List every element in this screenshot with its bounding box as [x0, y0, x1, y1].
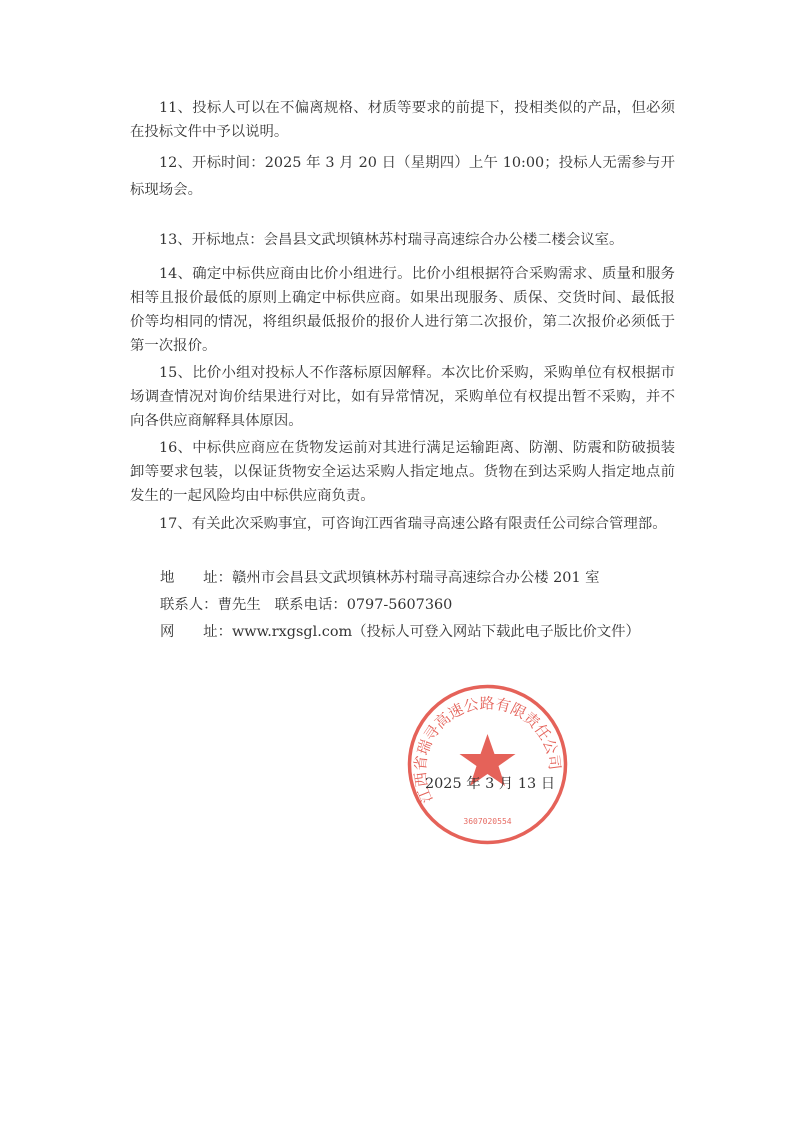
seal-code-text: 3607020554 — [463, 817, 512, 826]
contact-person-value: 曹先生 — [217, 597, 261, 613]
address-line — [160, 566, 600, 590]
website-value: www.rxgsgl.com（投标人可登入网站下载此电子版比价文件） — [231, 624, 640, 640]
address-value: 赣州市会昌县文武坝镇林苏村瑞寻高速综合办公楼 201 室 — [231, 570, 600, 586]
paragraph-17: 17、有关此次采购事宜，可咨询江西省瑞寻高速公路有限责任公司综合管理部。 — [159, 516, 667, 532]
seal-org-text: 江西省瑞寻高速公路有限责任公司 — [411, 694, 564, 806]
issue-date: 2025 年 3 月 13 日 — [425, 776, 556, 792]
contact-phone-label: 联系电话： — [274, 597, 347, 613]
company-seal-stamp — [405, 682, 570, 847]
paragraph-15: 15、比价小组对投标人不作落标原因解释。本次比价采购，采购单位有权根据市场调查情况对询价结果进行对比，如有异常情况，采购单位有权提出暂不采购，并不向各供应商解释具体原因。 — [130, 365, 675, 429]
paragraph-13: 13、开标地点：会昌县文武坝镇林苏村瑞寻高速综合办公楼二楼会议室。 — [159, 232, 624, 248]
website-label: 网 址： — [160, 624, 232, 640]
website-line — [160, 620, 640, 644]
address-label: 地 址： — [160, 570, 232, 586]
contact-person-label: 联系人： — [160, 597, 218, 613]
paragraph-11: 11、投标人可以在不偏离规格、材质等要求的前提下，投相类似的产品，但必须在投标文件中予以说明。 — [130, 100, 675, 140]
paragraph-16: 16、中标供应商应在货物发运前对其进行满足运输距离、防潮、防震和防破损装卸等要求包装，以保证货物安全运达采购人指定地点。货物在到达采购人指定地点前发生的一起风险均由中标供应商负责。 — [130, 440, 675, 504]
contact-phone-value: 0797-5607360 — [346, 597, 453, 613]
paragraph-12: 12、开标时间：2025 年 3 月 20 日（星期四）上午 10:00；投标人无需参与开标现场会。 — [130, 155, 675, 198]
contact-line — [160, 593, 452, 617]
paragraph-14: 14、确定中标供应商由比价小组进行。比价小组根据符合采购需求、质量和服务相等且报价最低的原则上确定中标供应商。如果出现服务、质保、交货时间、最低报价等均相同的情况，将组织最低报价的报价人进行第二次报价，第二次报价必须低于第一次报价。 — [130, 266, 675, 354]
